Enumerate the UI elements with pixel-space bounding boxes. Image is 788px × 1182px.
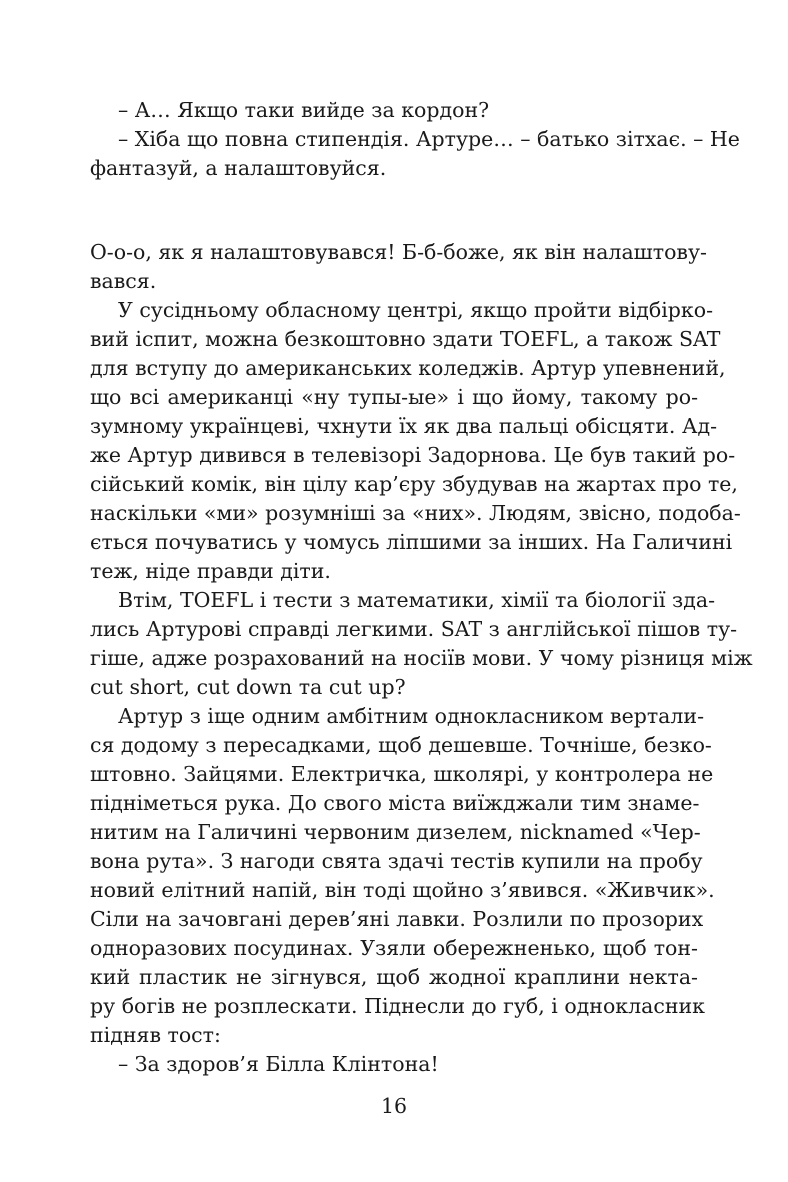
text-line: же Артур дивився в телевізорі Задорнова. Це був такий ро-	[90, 443, 736, 467]
text-line: гіше, адже розрахований на носіїв мови. У чому різниця між	[90, 646, 753, 670]
text-line: вався.	[90, 269, 157, 293]
text-line: ся додому з пересадками, щоб дешевше. Точніше, безко-	[90, 733, 712, 757]
text-line: ється почуватись у чомусь ліпшими за інших. На Галичині	[90, 530, 733, 554]
text-line: одноразових посудинах. Узяли обережненько, щоб тон-	[90, 936, 698, 960]
text-line: штовно. Зайцями. Електричка, школярі, у контролера не	[90, 762, 714, 786]
text-line: – Хіба що повна стипендія. Артуре… – батько зітхає. – Не	[118, 127, 740, 151]
text-line: сійський комік, він цілу кар’єру збудував на жартах про те,	[90, 472, 738, 496]
text-line: фантазуй, а налаштовуйся.	[90, 156, 387, 180]
text-line: зумному українцеві, чхнути їх як два пальці обісцяти. Ад-	[90, 414, 718, 438]
text-line: нитим на Галичині червоним дизелем, nicknamed «Чер-	[90, 820, 701, 844]
text-line: для вступу до американських коледжів. Артур упевнений,	[90, 356, 726, 380]
text-line: – А… Якщо таки вийде за кордон?	[118, 98, 490, 122]
text-line: лись Артурові справді легкими. SAT з англійської пішов ту-	[90, 617, 738, 641]
page-number: 16	[380, 1094, 408, 1118]
text-line: теж, ніде правди діти.	[90, 559, 331, 583]
text-line: кий пластик не зігнувся, щоб жодної краплини некта-	[90, 965, 698, 989]
text-line: підняв тост:	[90, 1023, 221, 1047]
text-line: новий елітний напій, він тоді щойно з’явився. «Живчик».	[90, 878, 715, 902]
text-line: вий іспит, можна безкоштовно здати TOEFL, а також SAT	[90, 327, 721, 351]
text-line: Втім, TOEFL і тести з математики, хімії та біології зда-	[118, 588, 716, 612]
text-line: У сусідньому обласному центрі, якщо пройти відбірко-	[118, 298, 713, 322]
text-line: підніметься рука. До свого міста виїжджали тим знаме-	[90, 791, 700, 815]
text-line: ру богів не розплескати. Піднесли до губ, і однокласник	[90, 994, 705, 1018]
text-line: Сіли на зачовгані дерев’яні лавки. Розлили по прозорих	[90, 907, 704, 931]
text-line: О-о-о, як я налаштовувався! Б-б-боже, як він налаштову-	[90, 240, 707, 264]
text-line: Артур з іще одним амбітним однокласником вертали-	[118, 704, 705, 728]
text-line: вона рута». З нагоди свята здачі тестів купили на пробу	[90, 849, 703, 873]
text-line: наскільки «ми» розумніші за «них». Людям, звісно, подоба-	[90, 501, 741, 525]
text-line: що всі американці «ну тупы-ые» і що йому, такому ро-	[90, 385, 698, 409]
text-line: – За здоров’я Білла Клінтона!	[118, 1052, 439, 1076]
text-line: cut short, cut down та cut up?	[90, 675, 406, 699]
